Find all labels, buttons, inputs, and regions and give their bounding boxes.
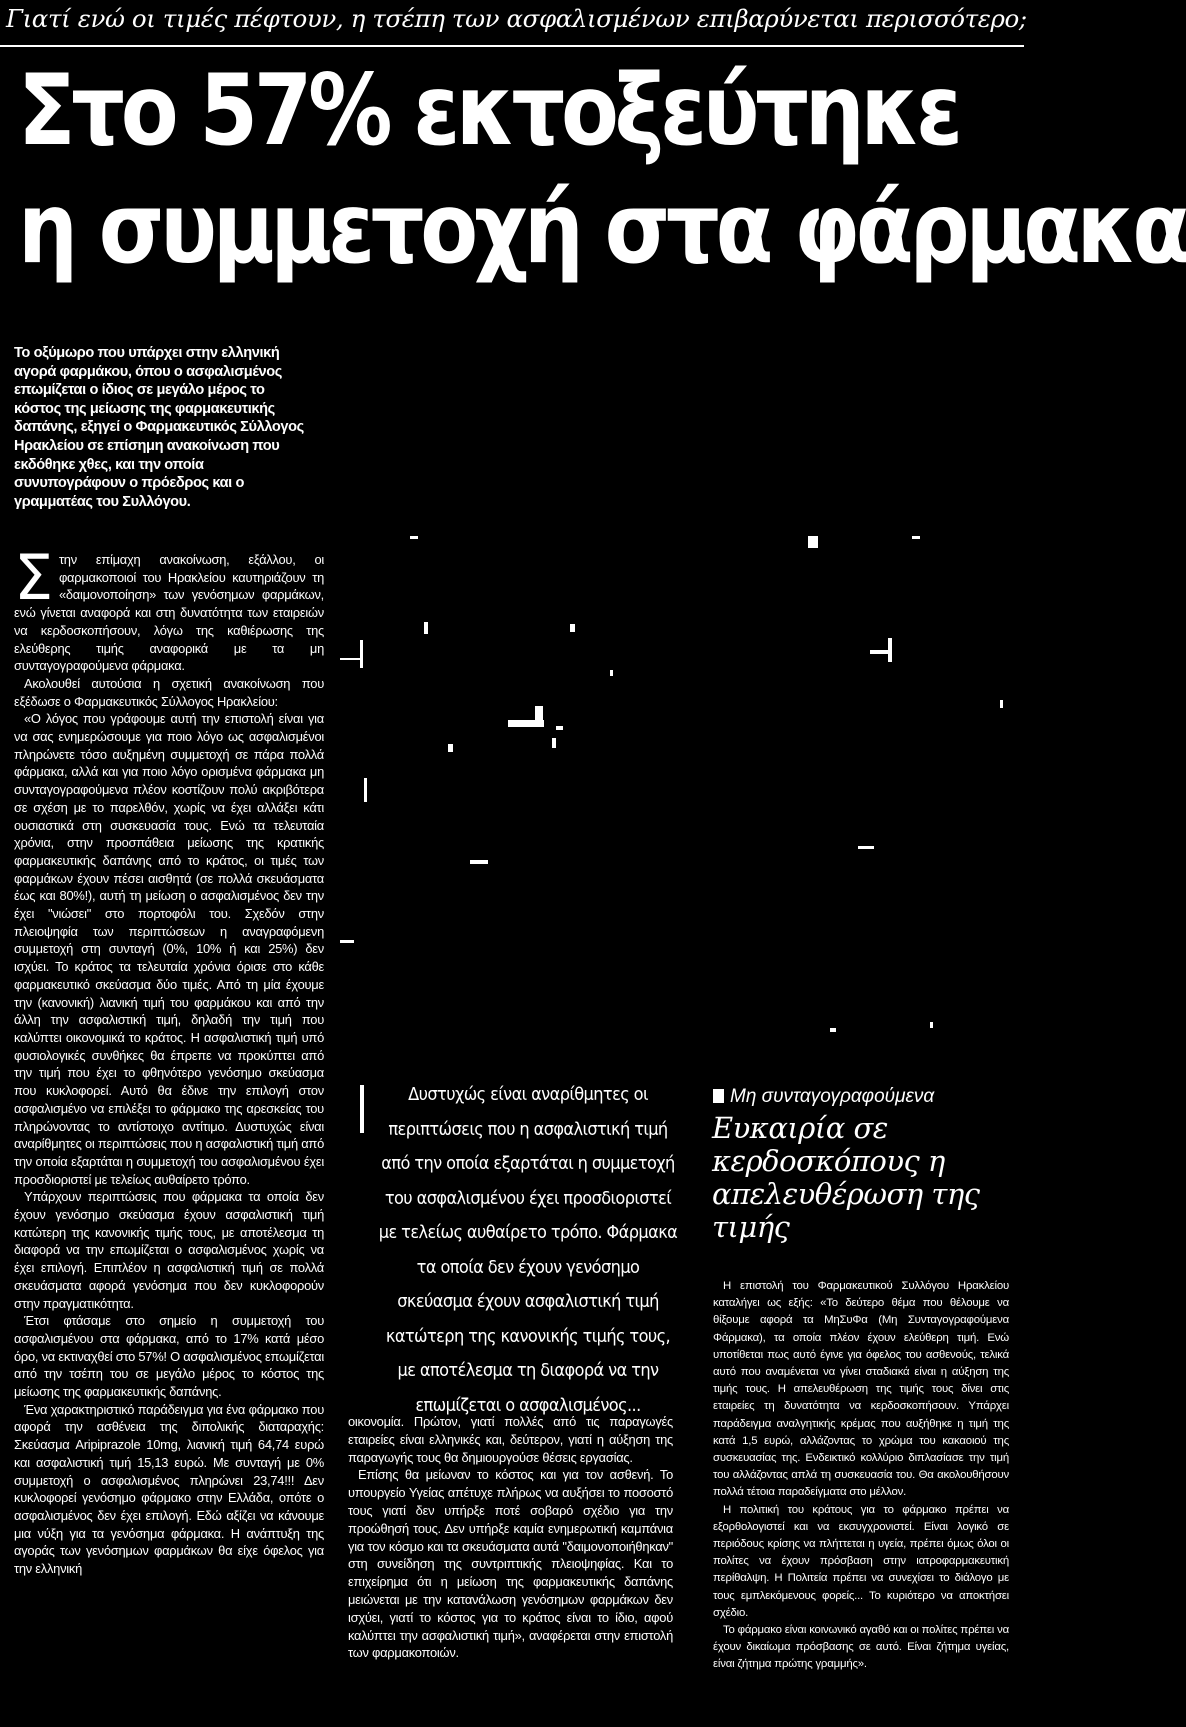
body-paragraph: Έτσι φτάσαμε στο σημείο η συμμετοχή του ασφαλισμένου στα φάρμακα, από το 17% κατά μέσο όρο, να εκτιναχθεί στο 57%! Ο ασφαλισμένος επωμίζεται από την τσέπη του σε μεγάλο μέρος το κόστος της μείωσης της φαρμακευτικής δαπάνης. <box>14 1313 324 1400</box>
pullquote-bar <box>360 1085 364 1133</box>
body-paragraph: Στην επίμαχη ανακοίνωση, εξάλλου, οι φαρμακοποιοί του Ηρακλείου καυτηριάζουν τη «δαιμονοποίηση» των γενόσημων φαρμάκων, ενώ γίνεται αναφορά και στη δυνατότητα των εταιρειών να κερδοσκοπήσουν, λόγω της καθιέρωσης της ελεύθερης τιμής αναφορικά με τα μη συνταγογραφούμενα φάρμακα. <box>14 541 324 674</box>
sidebar-body <box>713 1278 1009 1674</box>
square-bullet-icon <box>713 1089 724 1103</box>
headline <box>18 52 1186 288</box>
lead-paragraph: Το οξύμωρο που υπάρχει στην ελληνική αγορά φαρμάκου, όπου ο ασφαλισμένος επωμίζεται ο ίδιος σε μεγάλο μέρος το κόστος της μείωσης της φαρμακευτικής δαπάνης, εξηγεί ο Φαρμακευτικός Σύλλογος Ηρακλείου σε επίσημη ανακοίνωση που εκδόθηκε χθες, και την οποία συνυπογράφουν ο πρόεδρος και ο γραμματέας του Συλλόγου. <box>14 345 304 510</box>
body-paragraph: Ακολουθεί αυτούσια η σχετική ανακοίνωση που εξέδωσε ο Φαρμακευτικός Σύλλογος Ηρακλείου: <box>14 675 324 709</box>
headline-line-1: Στο 57% εκτοξεύτηκε <box>18 54 959 168</box>
body-paragraph: Ένα χαρακτηριστικό παράδειγμα για ένα φάρμακο που αφορά την ασθένεια της διπολικής διαταραχής: Σκεύασμα Aripiprazole 10mg, λιανική τιμή 64,74 ευρώ και ασφαλιστική τιμή 15,13 ευρώ. Με συνταγή με 0% συμμετοχή ο ασφαλισμένος πληρώνει 23,74!!! Δεν κυκλοφορεί γενόσημο φάρμακο στην Ελλάδα, οπότε ο ασφαλισμένος δεν έχει επιλογή. Εδώ αξίζει να κάνουμε μια νύξη για τα γενόσημα φάρμακα. Η ανάπτυξη της αγοράς των γενόσημων φαρμάκων θα είχε όφελος για την ελληνική <box>14 1401 324 1577</box>
body-paragraph: Επίσης θα μείωναν το κόστος και για τον ασθενή. Το υπουργείο Υγείας απέτυχε πλήρως να αυξήσει το ποσοστό τους γιατί δεν υπήρξε ποτέ σοβαρό σχέδιο για την προώθησή τους. Δεν υπήρξε καμία ενημερωτική καμπάνια για τον κόσμο και τα σκευάσματα αυτά "δαιμονοποιήθηκαν" στη συνείδηση της συντριπτικής πλειοψηφίας. Και το επιχείρημα ότι η μείωση της φαρμακευτικής δαπάνης μειώνεται με την κατανάλωση γενόσημων φαρμάκων δεν ισχύει, γιατί το κόστος για το κράτος είναι το ίδιο, αφού καλύπτει την ασφαλιστική τιμή», αναφέρεται στην επιστολή των φαρμακοποιών. <box>348 1467 673 1661</box>
body-column-middle <box>348 1413 673 1662</box>
body-column-left <box>14 541 324 1578</box>
sidebar-paragraph: Η πολιτική του κράτους για το φάρμακο πρέπει να εξορθολογιστεί και να εκσυγχρονιστεί. Είναι λογικό σε περιόδους κρίσης να πλήττεται η υγεία, πρέπει όμως όλοι οι πολίτες να έχουν πρόσβαση στην ιατροφαρμακευτική περίθαλψη. Η Πολιτεία πρέπει να συνεχίσει το διάλογο με τους εμπλεκόμενους φορείς... Το κυριότερο να αποκτήσει σχέδιο. <box>713 1503 1009 1619</box>
pullquote: Δυστυχώς είναι αναρίθμητες οι περιπτώσεις που η ασφαλιστική τιμή από την οποία εξαρτάται η συμμετοχή του ασφαλισμένου έχει προσδιοριστεί με τελείως αυθαίρετο τρόπο. Φάρμακα τα οποία δεν έχουν γενόσημο σκεύασμα έχουν ασφαλιστική τιμή κατώτερη της κανονικής τιμής τους, με αποτέλεσμα τη διαφορά να την επωμίζεται ο ασφαλισμένος... <box>378 1084 678 1416</box>
body-paragraph: Υπάρχουν περιπτώσεις που φάρμακα τα οποία δεν έχουν γενόσημο σκεύασμα έχουν ασφαλιστική τιμή κατώτερη της κανονικής τιμής τους, με αποτέλεσμα τη διαφορά να την επωμίζεται ο ασφαλισμένος χωρίς να έχει επιλογή. Επιπλέον η ασφαλιστική τιμή σε πολλά σκευάσματα αφορά γενόσημα που δεν κυκλοφορούν στην πραγματικότητα. <box>14 1189 324 1311</box>
dropcap: Σ <box>14 541 53 614</box>
sidebar-paragraph: Το φάρμακο είναι κοινωνικό αγαθό και οι πολίτες πρέπει να έχουν δικαίωμα πρόσβασης σε αυτό. Είναι ζήτημα υγείας, είναι ζήτημα πρώτης γραμμής». <box>713 1624 1009 1671</box>
kicker: Γιατί ενώ οι τιμές πέφτουν, η τσέπη των ασφαλισμένων επιβαρύνεται περισσότερο; <box>6 4 1027 33</box>
body-paragraph: οικονομία. Πρώτον, γιατί πολλές από τις παραγωγές εταιρείες είναι ελληνικές και, δεύτερον, γιατί η αύξηση της παραγωγής τους θα δημιουργούσε θέσεις εργασίας. <box>348 1414 673 1465</box>
photo-area <box>340 530 1020 1050</box>
sidebar-paragraph: Η επιστολή του Φαρμακευτικού Συλλόγου Ηρακλείου καταλήγει ως εξής: «Το δεύτερο θέμα που θέλουμε να θίξουμε αφορά τα ΜηΣυΦα (Μη Συνταγογραφούμενα Φάρμακα), τα οποία πλέον έχουν ελεύθερη τιμή. Ενώ υποτίθεται πως αυτό έγινε για όφελος του ασθενούς, τελικά αυτό που αναμένεται να γίνει σταδιακά είναι η αύξηση της τιμής τους. Η απελευθέρωση της τιμής τους δίνει στις εταιρείες τη δυνατότητα να κερδοσκοπήσουν. Υπάρχει παράδειγμα αναλγητικής κρέμας που αυξήθηκε η τιμή της κατά 1,5 ευρώ, αλλάζοντας το χρώμα του κακαοιού της συσκευασίας της. Ενδεικτικό κολλύριο διπλασίασε την τιμή του αλλάζοντας απλά τη συσκευασία του. Θα ακολουθήσουν πολλά τέτοια παραδείγματα στο μέλλον. <box>713 1280 1009 1499</box>
sidebar-title: Ευκαιρία σε κερδοσκόπους η απελευθέρωση της τιμής <box>712 1111 980 1244</box>
kicker-rule <box>0 45 1024 47</box>
body-paragraph: «Ο λόγος που γράφουμε αυτή την επιστολή είναι για να σας ενημερώσουμε για ποιο λόγο ως ασφαλισμένοι πληρώνετε τόσο αυξημένη συμμετοχή σε πάρα πολλά φάρμακα, αλλά και για ποιο λόγο ορισμένα φάρμακα μη συνταγογραφούμενα πλέον κοστίζουν πολύ ακριβότερα σε σχέση με το παρελθόν, χωρίς να έχει αλλάξει κάτι ουσιαστικά στη συσκευασία τους. Ενώ τα τελευταία χρόνια, στην προσπάθεια μείωσης της κρατικής φαρμακευτικής δαπάνης από το κράτος, οι τιμές των φαρμάκων έχουν πέσει αισθητά (σε πολλά σκευάσματα έως και 80%!), αυτή τη μείωση ο ασφαλισμένος δεν την έχει "νιώσει" στο πορτοφόλι του. Σχεδόν στην πλειοψηφία των περιπτώσεων η αναγραφόμενη συμμετοχή στη συνταγή (0%, 10% ή και 25%) δεν ισχύει. Το κράτος τα τελευταία χρόνια όρισε στο κάθε φαρμακευτικό σκεύασμα δύο τιμές. Από τη μία έχουμε την (κανονική) λιανική τιμή του φαρμάκου και από την άλλη την ασφαλιστική τιμή, δηλαδή την τιμή που καλύπτει οικονομικά το κράτος. Η ασφαλιστική τιμή υπό φυσιολογικές συνθήκες θα έπρεπε να προκύπτει από την τιμή που έχει το φθηνότερο γενόσημο σκεύασμα που κυκλοφορεί. Αυτό θα έδινε την επιλογή στον ασφαλισμένο να επιλέξει το φάρμακο της αρεσκείας του πληρώνοντας το αντίστοιχο αντίτιμο. Δυστυχώς είναι αναρίθμητες οι περιπτώσεις που η ασφαλιστική τιμή από την οποία εξαρτάται η συμμετοχή του ασφαλισμένου έχει προσδιοριστεί με τελείως αυθαίρετο τρόπο. <box>14 711 324 1187</box>
headline-line-2: η συμμετοχή στα φάρμακα <box>18 172 1186 286</box>
sidebar-kicker: Μη συνταγογραφούμενα <box>713 1086 934 1108</box>
